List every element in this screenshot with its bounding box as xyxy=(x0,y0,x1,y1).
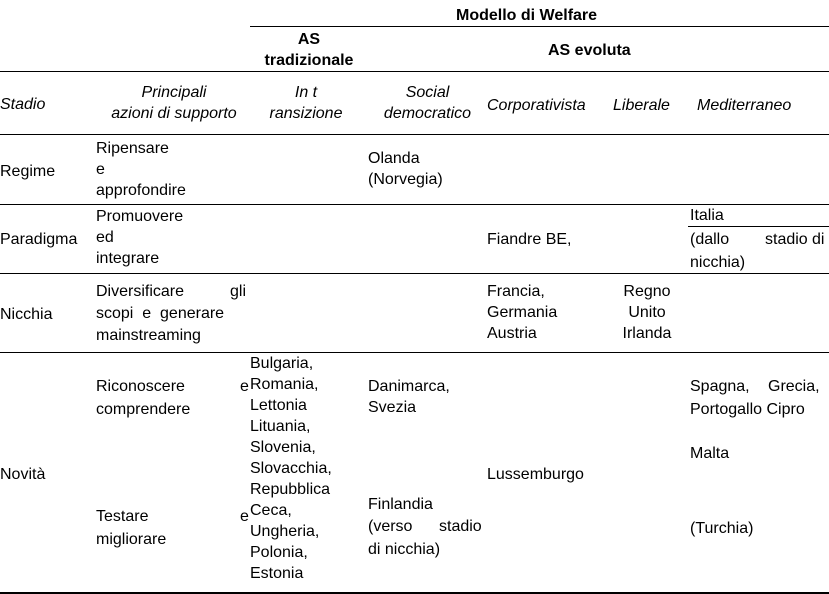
row-novita-med-malta: Malta xyxy=(690,445,730,462)
row-novita-azioni-comprendere: comprendere xyxy=(96,401,191,418)
row-novita-med-spagna: Spagna, xyxy=(690,378,750,395)
col-mediterraneo: Mediterraneo xyxy=(697,97,792,114)
row-paradigma-corporativista: Fiandre BE, xyxy=(487,231,572,248)
row-paradigma-azioni: Promuovere ed integrare xyxy=(96,208,184,267)
row-paradigma-med-stadio: stadio xyxy=(765,231,808,248)
as-tradizionale-heading: AS tradizionale xyxy=(264,31,354,69)
row-novita-transizione: Bulgaria, Romania, Lettonia Lituania, Slovenia, Slovacchia, Repubblica Ceca, Ungheria, Polonia, Estonia xyxy=(250,355,332,582)
row-regime-social: Olanda (Norvegia) xyxy=(368,150,443,188)
as-evoluta-heading: AS evoluta xyxy=(548,42,631,59)
row-paradigma-med-italia: Italia xyxy=(690,207,724,224)
row-novita-azioni-testare: Testare xyxy=(96,508,149,525)
col-social-democratico: Social democratico xyxy=(383,84,472,122)
row-nicchia-azioni-gli: gli xyxy=(230,283,247,300)
welfare-model-heading: Modello di Welfare xyxy=(456,7,598,24)
col-transizione: In t ransizione xyxy=(269,84,343,122)
rule-nicchia-bottom xyxy=(0,352,829,353)
col-corporativista: Corporativista xyxy=(487,97,586,114)
row-nicchia-azioni-diversificare: Diversificare xyxy=(96,283,185,300)
row-novita-azioni-riconoscere: Riconoscere xyxy=(96,378,185,395)
rule-paradigma-bottom xyxy=(0,273,829,274)
rule-header-bottom xyxy=(0,71,829,72)
row-novita-med-portogallo: Portogallo Cipro xyxy=(690,401,805,418)
row-novita-social-nicchia: di nicchia) xyxy=(368,541,441,558)
row-paradigma-med-di: di xyxy=(812,231,825,248)
row-nicchia-azioni-mainstreaming: mainstreaming xyxy=(96,327,201,344)
row-paradigma-med-nicchia: nicchia) xyxy=(690,254,746,271)
row-novita-corporativista: Lussemburgo xyxy=(487,466,584,483)
row-novita-med-grecia: Grecia, xyxy=(768,378,820,395)
row-novita-social-a: Danimarca, Svezia xyxy=(368,378,450,416)
row-novita-social-finlandia: Finlandia xyxy=(368,496,433,513)
row-nicchia-corporativista: Francia, Germania Austria xyxy=(487,283,558,342)
row-novita-azioni-migliorare: migliorare xyxy=(96,531,167,548)
row-regime-azioni: Ripensare e approfondire xyxy=(96,140,186,199)
rule-italia-split xyxy=(688,226,829,227)
row-paradigma-med-dallo: (dallo xyxy=(690,231,730,248)
row-nicchia-liberale: Regno Unito Irlanda xyxy=(622,283,672,342)
col-azioni: Principali azioni di supporto xyxy=(111,84,237,122)
rule-colnames-bottom xyxy=(0,134,829,135)
col-stadio: Stadio xyxy=(0,96,46,113)
row-novita-azioni-e2: e xyxy=(240,508,249,525)
row-novita-stadio: Novità xyxy=(0,466,46,483)
row-regime-stadio: Regime xyxy=(0,163,56,180)
row-novita-azioni-e1: e xyxy=(240,378,249,395)
row-nicchia-stadio: Nicchia xyxy=(0,306,53,323)
row-novita-med-turchia: (Turchia) xyxy=(690,520,754,537)
row-novita-social-stadio: stadio xyxy=(439,518,482,535)
row-nicchia-azioni-scopi: scopi e generare xyxy=(96,305,225,322)
row-paradigma-stadio: Paradigma xyxy=(0,231,78,248)
rule-top-welfare xyxy=(250,26,829,27)
col-liberale: Liberale xyxy=(613,97,670,114)
row-novita-social-verso: (verso xyxy=(368,518,413,535)
